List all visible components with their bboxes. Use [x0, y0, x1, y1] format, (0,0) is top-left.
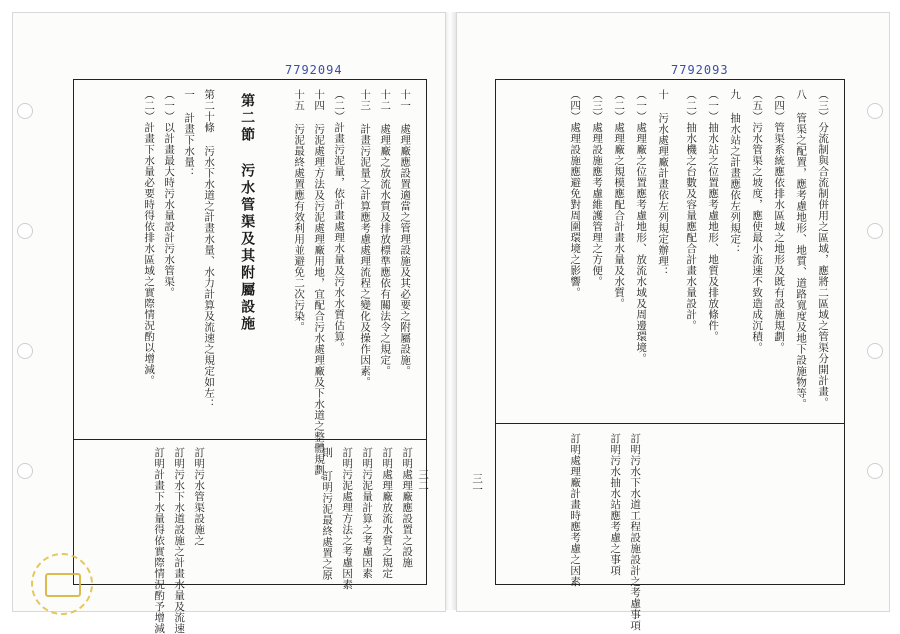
page-number: 三一 — [471, 473, 484, 495]
punch-hole — [867, 223, 883, 239]
left-page — [12, 12, 446, 634]
text-column: 十一 處理廠應設置適當之管理設施及其必要之附屬設施。 — [399, 89, 412, 377]
text-column: 一 計畫下水量： — [183, 89, 196, 179]
text-column: （四）管渠系統應依排水區域之地形及既有設施規劃。 — [773, 89, 786, 353]
note-column: 訂明污泥量計算之考慮因素 — [361, 447, 374, 579]
text-column: 十二 處理廠之放流水質及排放標準應依有關法令之規定。 — [379, 89, 392, 377]
text-column: （二）計畫污泥量，依計畫處理水量及污水水質估算。 — [333, 89, 346, 353]
note-column: 訂明污泥處理方法之考慮因素 — [341, 447, 354, 590]
text-column: 十 污水處理廠計畫依左列規定辦理： — [657, 89, 670, 278]
note-column: 訂明處理廠放流水質之規定 — [381, 447, 394, 579]
text-column: （二）處理廠之規模應配合計畫水量及水質。 — [613, 89, 626, 309]
page-number: 三二 — [417, 469, 430, 491]
serial-number-stamp: 7792094 — [285, 63, 343, 77]
library-watermark-logo — [31, 553, 93, 615]
note-column: 訂明處理廠計畫時應考慮之因素 — [569, 433, 582, 587]
text-column: 十三 計畫污泥量之計算應考慮處理流程之變化及操作因素。 — [359, 89, 372, 388]
book-icon — [45, 573, 81, 597]
right-page — [456, 12, 890, 631]
note-column: 訂明污水下水道工程設施設計之考慮事項 — [629, 433, 642, 631]
punch-hole — [17, 463, 33, 479]
text-column: （三）處理設施應考慮維護管理之方便。 — [591, 89, 604, 287]
punch-hole — [17, 223, 33, 239]
note-column: 則 訂明污泥最終處置之原 — [321, 447, 334, 581]
text-column: （二）抽水機之台數及容量應配合計畫水量設計。 — [685, 89, 698, 331]
text-column: （三）分流制與合流制併用之區域，應將二區域之管渠分開計畫。 — [817, 89, 830, 408]
text-column: 九 抽水站之計畫應依左列規定： — [729, 89, 742, 256]
note-column: 訂明計畫下水量得依實際情況酌予增減 — [153, 447, 166, 634]
section-title: 第二節 污水管渠及其附屬設施 — [239, 93, 256, 333]
punch-hole — [17, 343, 33, 359]
note-divider — [73, 439, 427, 440]
punch-hole — [17, 103, 33, 119]
text-column: 十四 污泥處理方法及污泥處理廠用地，宜配合污水處理廠及下水道之整體規劃。 — [313, 89, 326, 487]
note-divider — [495, 423, 845, 424]
text-column: 十五 污泥最終處置應有效利用並避免二次污染。 — [293, 89, 306, 333]
punch-hole — [867, 463, 883, 479]
text-column: （一）以計畫最大時污水量設計污水管渠。 — [163, 89, 176, 298]
text-column: 第二十條 污水下水道之計畫水量、水力計算及流速之規定如左： — [203, 89, 216, 410]
text-column: （一）處理廠之位置應考慮地形、放流水域及周邊環境。 — [635, 89, 648, 364]
note-column: 訂明處理廠應設置之設施 — [401, 447, 414, 568]
punch-hole — [867, 103, 883, 119]
text-frame — [495, 79, 845, 585]
text-column: （一）抽水站之位置應考慮地形、地質及排放條件。 — [707, 89, 720, 342]
note-column: 訂明污水下水道設施之計畫水量及流速 — [173, 447, 186, 634]
note-column: 訂明污水抽水站應考慮之事項 — [609, 433, 622, 576]
text-column: （二）計畫下水量必要時得依排水區域之實際情況酌以增減。 — [143, 89, 156, 386]
punch-hole — [867, 343, 883, 359]
text-column: （五）污水管渠之坡度，應使最小流速不致造成沉積。 — [751, 89, 764, 353]
text-column: （四）處理設施應避免對周圍環境之影響。 — [569, 89, 582, 298]
text-column: 八 管渠之配置，應考慮地形、地質、道路寬度及地下設施物等。 — [795, 89, 808, 410]
note-column: 訂明污水管渠設施之 — [193, 447, 206, 546]
serial-number-stamp: 7792093 — [671, 63, 729, 77]
